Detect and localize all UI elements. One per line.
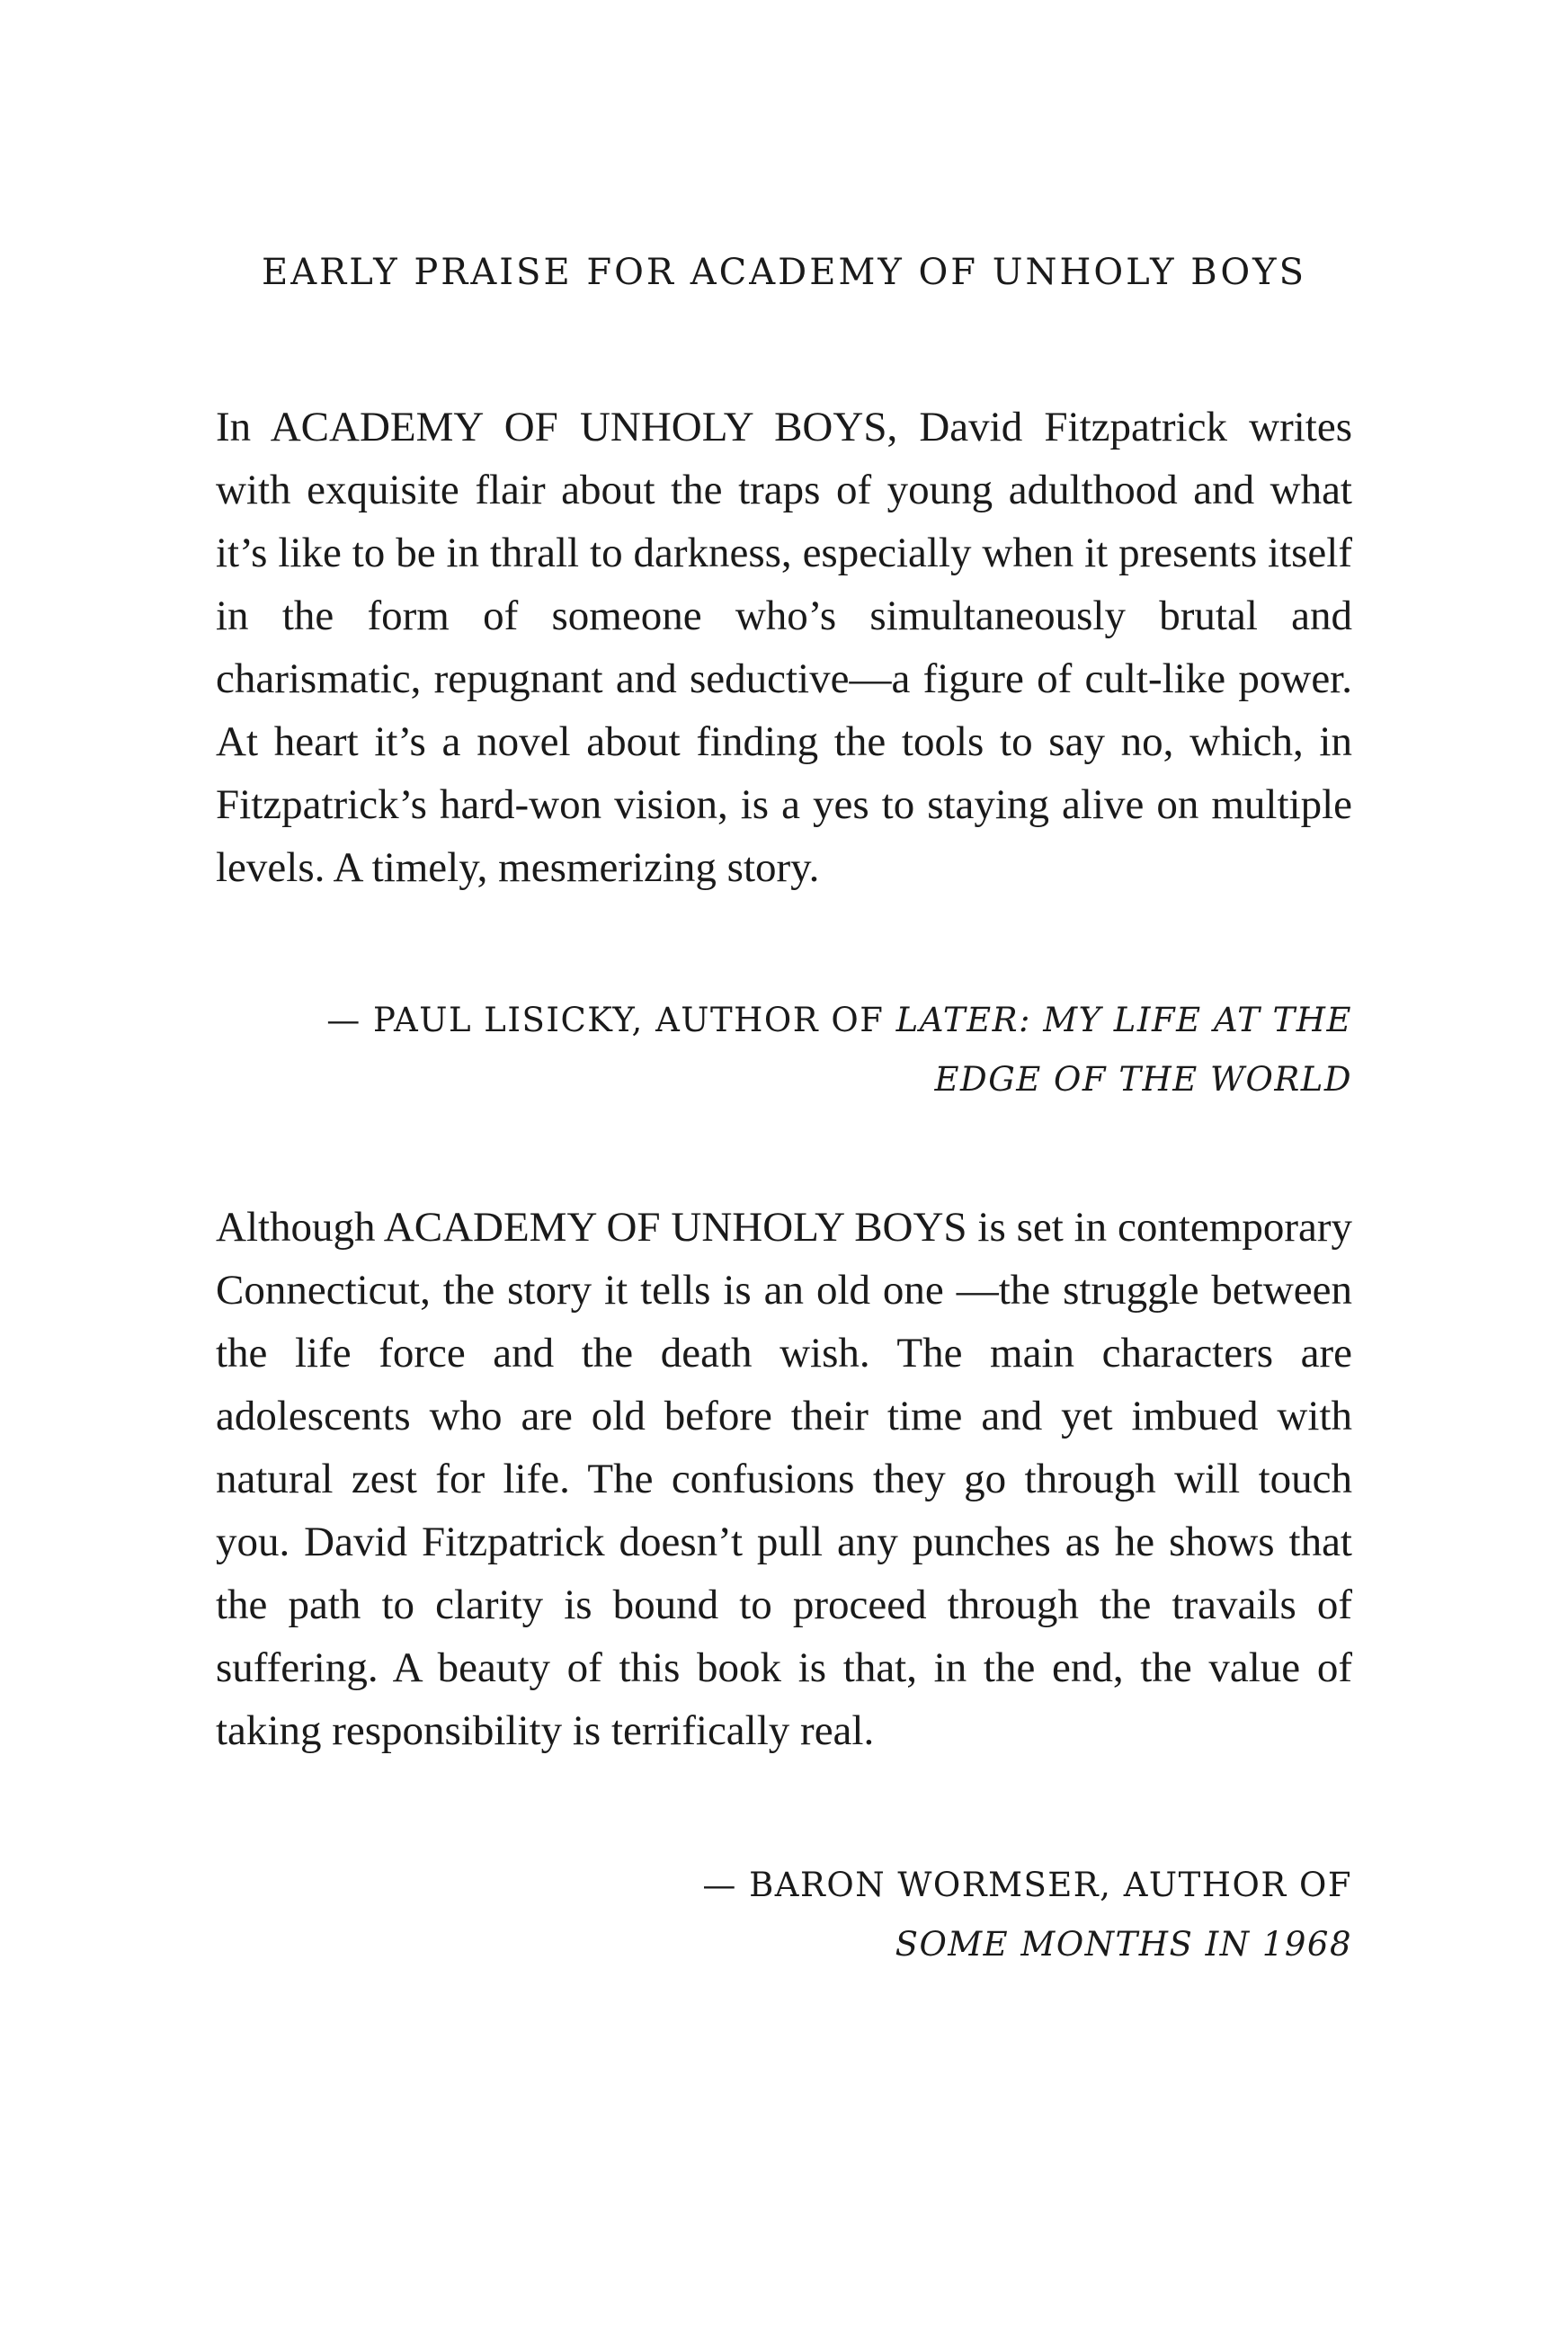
blurb-attribution-wormser [216,1856,1352,1974]
attribution-author: — BARON WORMSER, AUTHOR OF [702,1866,1352,1904]
attribution-book-title: LATER: MY LIFE AT THE EDGE OF THE WORLD [895,1001,1352,1099]
page-heading: EARLY PRAISE FOR ACADEMY OF UNHOLY BOYS [262,252,1306,293]
blurb-attribution-lisicky [216,991,1352,1109]
blurb-text-wormser: Although ACADEMY OF UNHOLY BOYS is set in contemporary Connecticut, the story it tells is an old one —the struggle between the life force and the death wish. The main characters are adolescents who are old before their time and yet imbued with natural zest for life. The confusions they go through will touch you. David Fitzpatrick doesn’t pull any punches as he shows that the path to clarity is bound to proceed through the travails of suffering. A beauty of this book is that, in the end, the value of taking responsibility is terrifically real. [216,1204,1352,1754]
blurb-text-lisicky: In ACADEMY OF UNHOLY BOYS, David Fitzpatrick writes with exquisite flair about the traps of young adulthood and what it’s like to be in thrall to darkness, especially when it presents itself in the form of someone who’s simultaneously brutal and charismatic, repugnant and seductive—a figure of cult-like power. At heart it’s a novel about finding the tools to say no, which, in Fitzpatrick’s hard-won vision, is a yes to staying alive on multiple levels. A timely, mesmerizing story. [216,404,1352,891]
attribution-book-title: SOME MONTHS IN 1968 [895,1925,1352,1964]
attribution-author: — PAUL LISICKY, AUTHOR OF [326,1001,896,1039]
